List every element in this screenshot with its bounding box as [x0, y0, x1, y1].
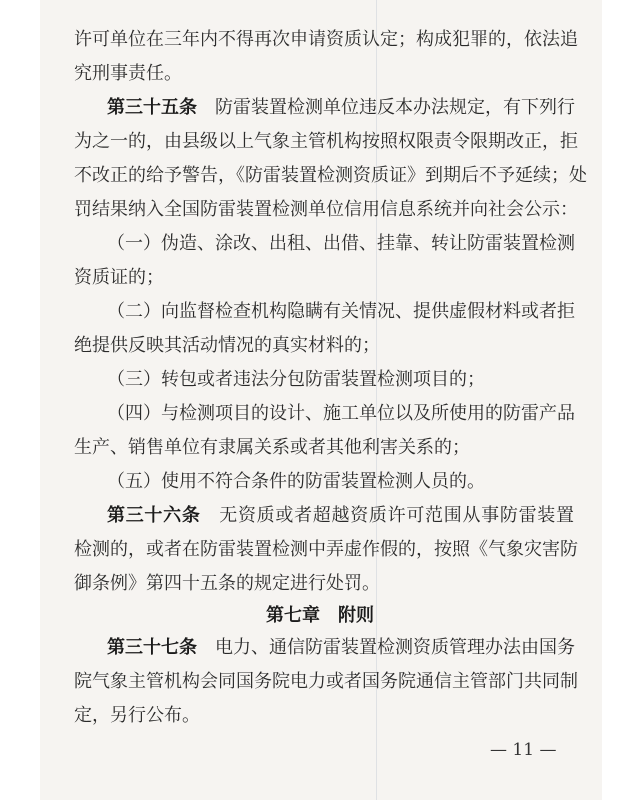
text-line: 检测的，或者在防雷装置检测中弄虚作假的，按照《气象灾害防	[74, 539, 578, 560]
list-item: （四）与检测项目的设计、施工单位以及所使用的防雷产品	[107, 403, 575, 424]
text-line: 究刑事责任。	[74, 63, 182, 84]
article-text: 电力、通信防雷装置检测资质管理办法由国务	[215, 637, 575, 658]
page-number: — 11 —	[490, 740, 557, 760]
text-line: 不改正的给予警告，《防雷装置检测资质证》到期后不予延续；处	[74, 165, 587, 186]
list-item: （二）向监督检查机构隐瞒有关情况、提供虚假材料或者拒	[107, 301, 575, 322]
article-text: 无资质或者超越资质许可范围从事防雷装置	[219, 505, 575, 526]
text-line: 罚结果纳入全国防雷装置检测单位信用信息系统并向社会公示：	[74, 199, 578, 220]
list-item: （三）转包或者违法分包防雷装置检测项目的；	[107, 369, 485, 390]
chapter-heading: 第七章 附则	[266, 605, 374, 626]
text-line: 绝提供反映其活动情况的真实材料的；	[74, 335, 380, 356]
text-line: 院气象主管机构会同国务院电力或者国务院通信主管部门共同制	[74, 671, 578, 692]
text-line: 许可单位在三年内不得再次申请资质认定；构成犯罪的，依法追	[74, 29, 578, 50]
text-line: 定，另行公布。	[74, 705, 200, 726]
article-number: 第三十六条	[107, 505, 201, 526]
text-line: 御条例》第四十五条的规定进行处罚。	[74, 573, 380, 594]
article-number: 第三十五条	[107, 97, 197, 118]
text-line: 生产、销售单位有隶属关系或者其他利害关系的；	[74, 437, 470, 458]
list-item: （一）伪造、涂改、出租、出借、挂靠、转让防雷装置检测	[107, 233, 575, 254]
article-36-line	[107, 504, 574, 528]
text-line: 资质证的；	[74, 267, 164, 288]
article-number: 第三十七条	[107, 637, 197, 658]
list-item: （五）使用不符合条件的防雷装置检测人员的。	[107, 471, 485, 492]
article-text: 防雷装置检测单位违反本办法规定，有下列行	[215, 97, 575, 118]
text-line: 为之一的，由县级以上气象主管机构按照权限责令限期改正，拒	[74, 131, 578, 152]
article-37-line	[107, 636, 574, 660]
article-35-line	[107, 96, 574, 120]
